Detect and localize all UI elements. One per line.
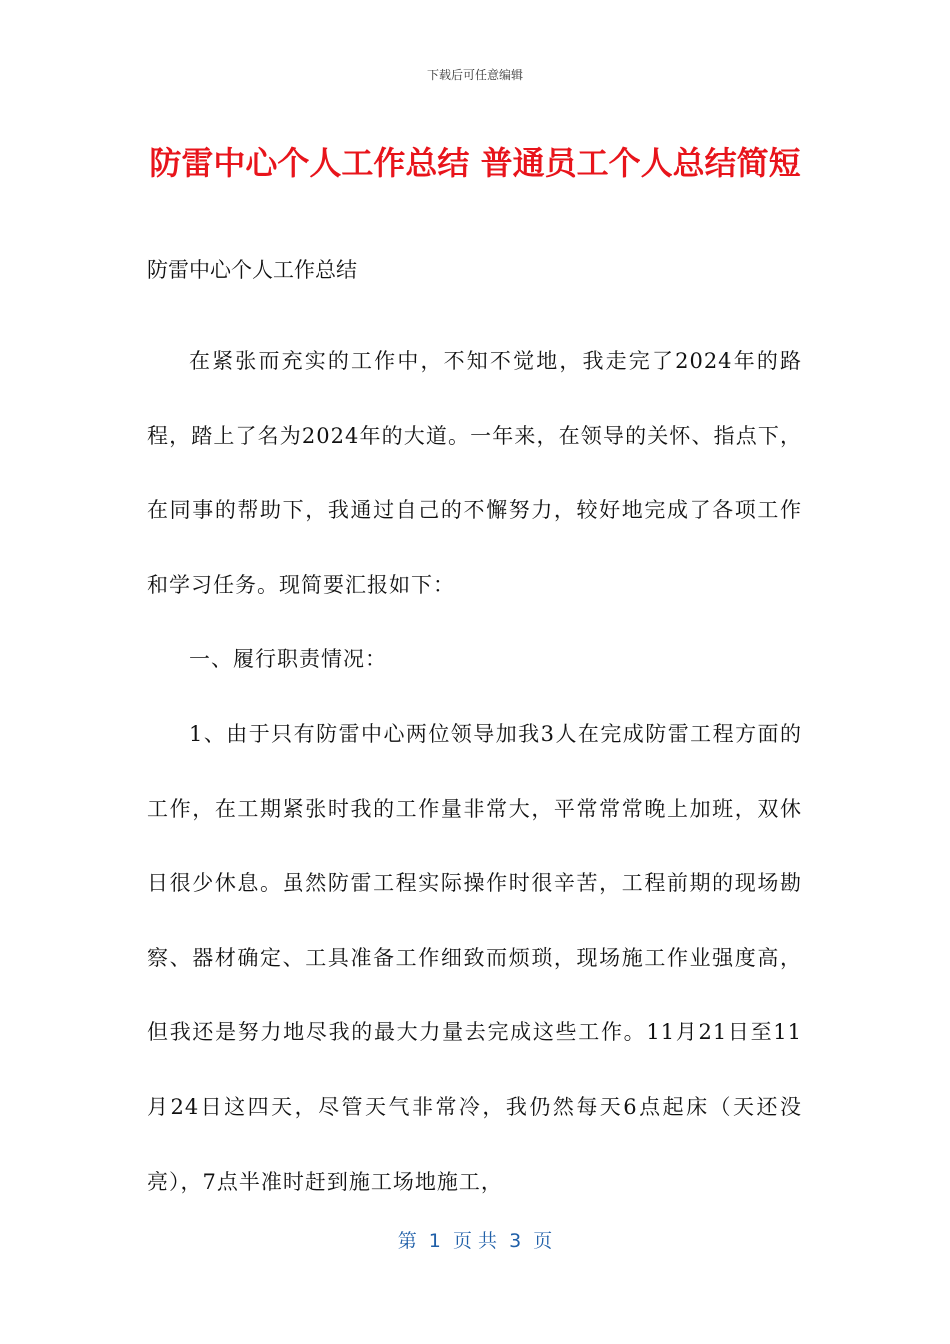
- paragraph-item-1: 1、由于只有防雷中心两位领导加我3人在完成防雷工程方面的工作，在工期紧张时我的工作量非常大，平常常常晚上加班，双休日很少休息。虽然防雷工程实际操作时很辛苦，工程前期的现场勘察、器材确定、工具准备工作细致而烦琐，现场施工作业强度高，但我还是努力地尽我的最大力量去完成这些工作。11月21日至11月24日这四天，尽管天气非常冷，我仍然每天6点起床（天还没亮），7点半准时赶到施工场地施工，: [147, 721, 802, 1194]
- paragraph-intro: 在紧张而充实的工作中，不知不觉地，我走完了2024年的路程，踏上了名为2024年的大道。一年来，在领导的关怀、指点下，在同事的帮助下，我通过自己的不懈努力，较好地完成了各项工作和学习任务。现简要汇报如下：: [147, 349, 802, 597]
- paragraph-section-heading: 一、履行职责情况：: [189, 647, 387, 672]
- document-title: 防雷中心个人工作总结 普通员工个人总结简短: [149, 144, 801, 182]
- document-subtitle: 防雷中心个人工作总结: [147, 258, 357, 282]
- document-body: [147, 324, 802, 1219]
- page-number-footer: 第 1 页 共 3 页: [397, 1230, 553, 1252]
- header-note: 下载后可任意编辑: [426, 68, 523, 82]
